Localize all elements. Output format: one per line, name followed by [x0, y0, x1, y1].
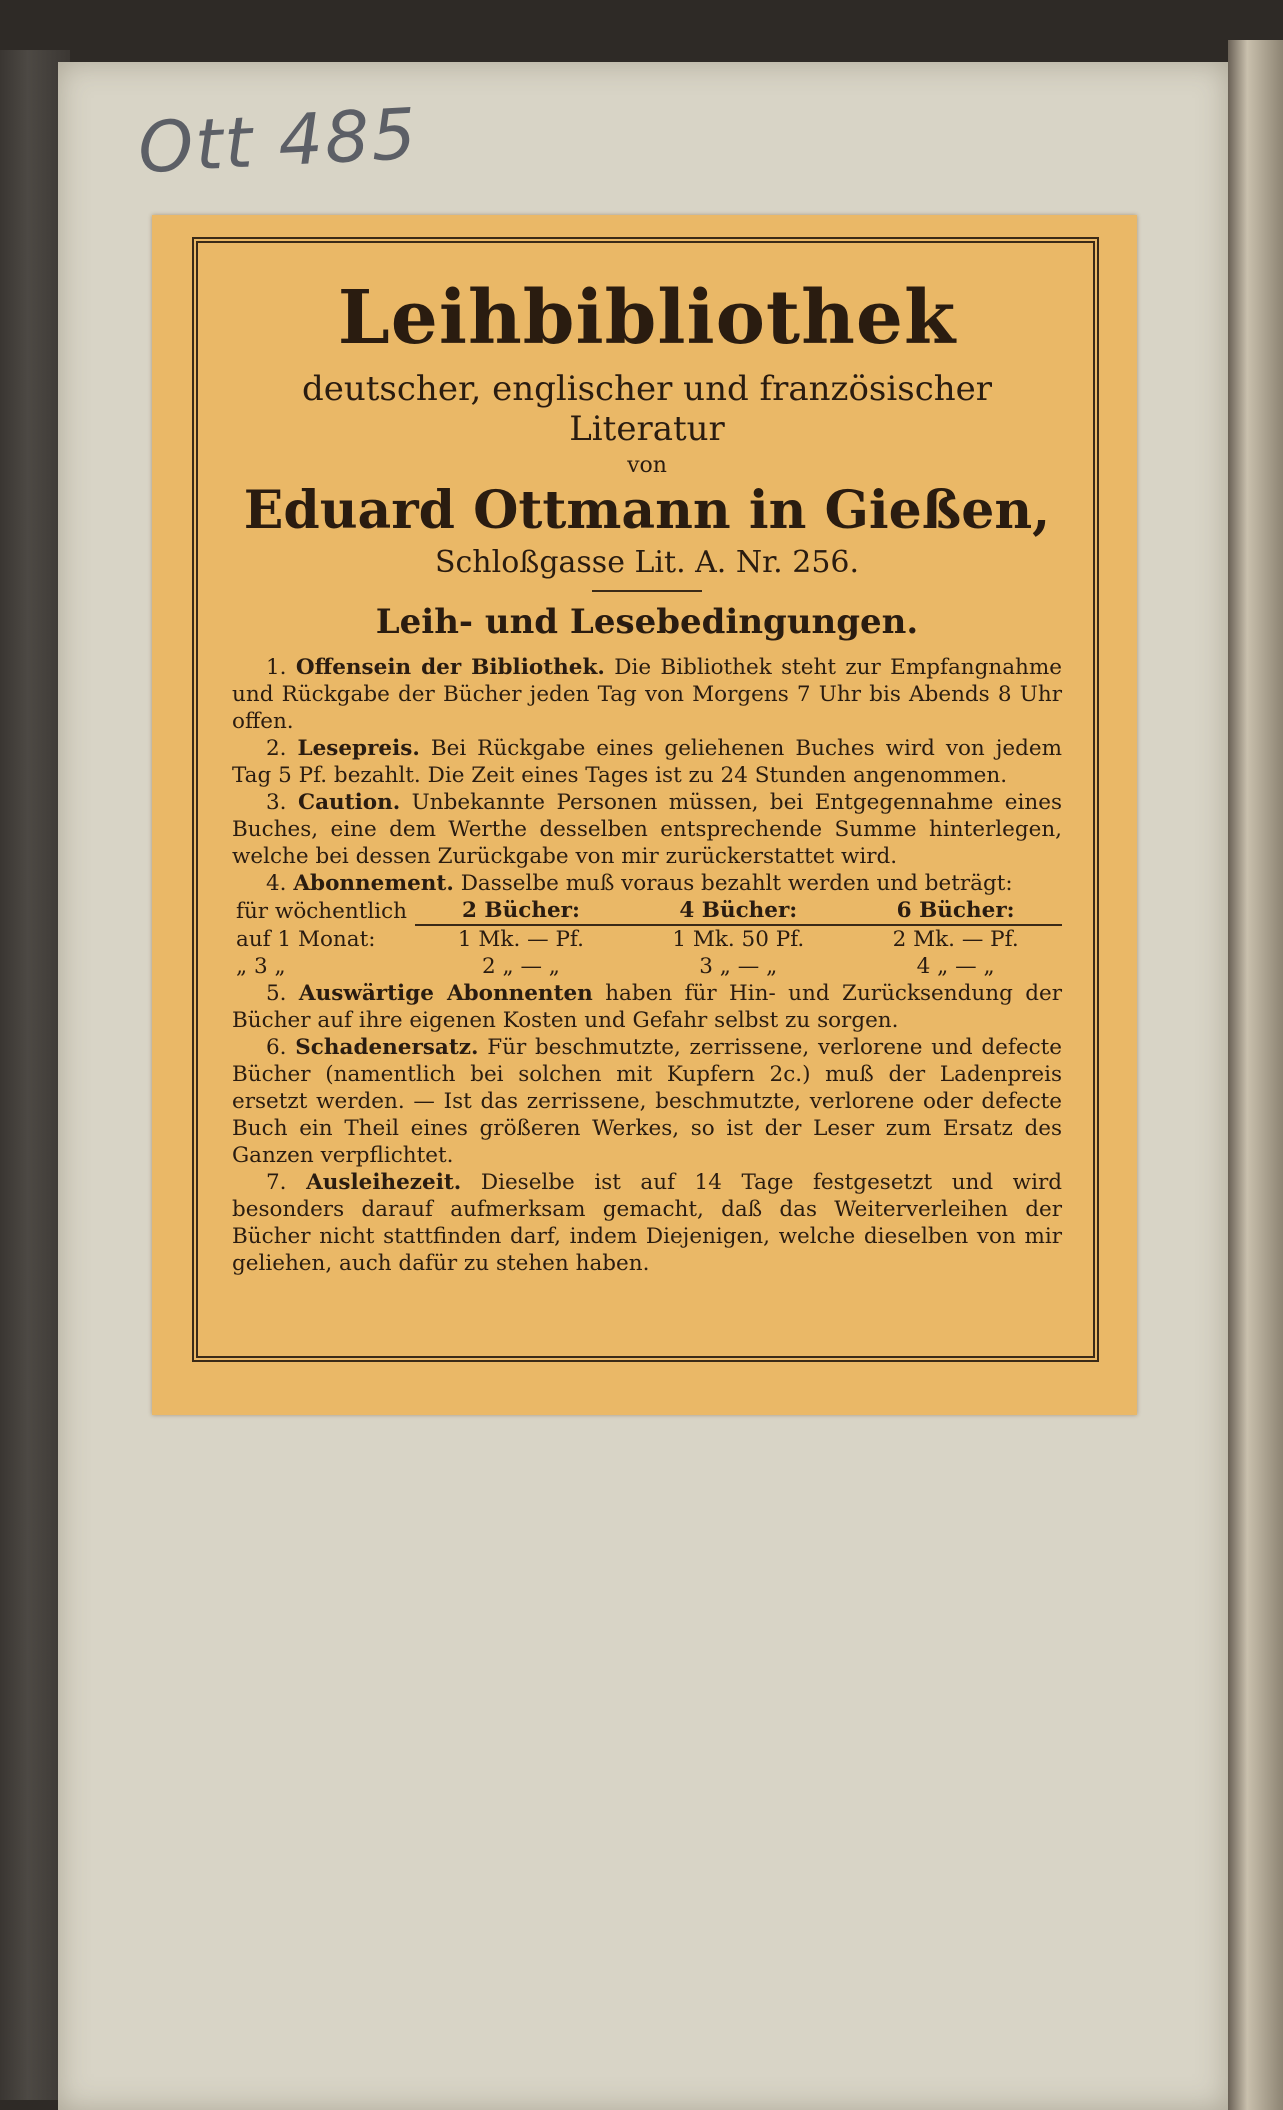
rule-item: 4. Abonnement. Dasselbe muß voraus bezahlt werden und beträgt: — [266, 871, 1013, 896]
tariff-column-header: 6 Bücher: — [849, 897, 1062, 925]
rule-item: 7. Ausleihezeit. Dieselbe ist auf 14 Tage festgesetzt und wird besonders darauf aufmerksam gemacht, daß das Weiterverleihen der Bücher nicht stattfinden darf, indem Diejenigen, welche dieselben von mir geliehen, auch dafür zu stehen haben. — [232, 1170, 1062, 1276]
conditions-heading: Leih- und Lesebedingungen. — [375, 602, 919, 642]
rule-item: 2. Lesepreis. Bei Rückgabe eines geliehenen Buches wird von jedem Tag 5 Pf. bezahlt. Die Zeit eines Tages ist zu 24 Stunden angenommen. — [232, 736, 1062, 788]
rule-item: 5. Auswärtige Abonnenten haben für Hin- und Zurücksendung der Bücher auf ihre eigenen Kosten und Gefahr selbst zu sorgen. — [232, 981, 1062, 1033]
label-content — [232, 255, 1062, 1277]
page-edge — [1228, 40, 1283, 2110]
rule-item: 3. Caution. Unbekannte Personen müssen, bei Entgegennahme eines Buches, eine dem Werthe desselben entsprechende Summe hinterlegen, welche bei dessen Zurückgabe von mir zurückerstattet wird. — [232, 790, 1063, 869]
tariff-row: auf 1 Monat: 1 Mk. — Pf. 1 Mk. 50 Pf. 2 Mk. — Pf. — [236, 926, 1019, 952]
library-label — [152, 215, 1137, 1415]
handwritten-shelfmark: Ott 485 — [136, 92, 420, 190]
tariff-row: „ 3 „ 2 „ — „ 3 „ — „ 4 „ — „ — [236, 954, 995, 979]
rules-list — [232, 654, 1062, 1277]
tariff-column-header: 2 Bücher: — [415, 897, 628, 925]
label-subtitle: deutscher, englischer und französischer Literatur — [301, 369, 993, 449]
divider — [592, 590, 702, 592]
label-von: von — [627, 453, 667, 478]
rule-item: 1. Offensein der Bibliothek. Die Bibliothek steht zur Empfangnahme und Rückgabe der Bücher jeden Tag von Morgens 7 Uhr bis Abends 8 Uhr offen. — [232, 655, 1063, 734]
owner-name: Eduard Ottmann in Gießen, — [243, 480, 1051, 541]
tariff-column-header: 4 Bücher: — [627, 897, 849, 925]
owner-address: Schloßgasse Lit. A. Nr. 256. — [434, 545, 860, 580]
label-title: Leihbibliothek — [337, 275, 957, 361]
tariff-label: für wöchentlich — [236, 898, 408, 924]
rule-item: 6. Schadenersatz. Für beschmutzte, zerrissene, verlorene und defecte Bücher (namentlich bei solchen mit Kupfern 2c.) muß der Ladenpreis ersetzt werden. — Ist das zerrissene, beschmutzte, verlorene oder defecte Buch ein Theil eines größeren Werkes, so ist der Leser zum Ersatz des Ganzen verpflichtet. — [232, 1035, 1062, 1168]
tariff-table — [232, 897, 1062, 980]
